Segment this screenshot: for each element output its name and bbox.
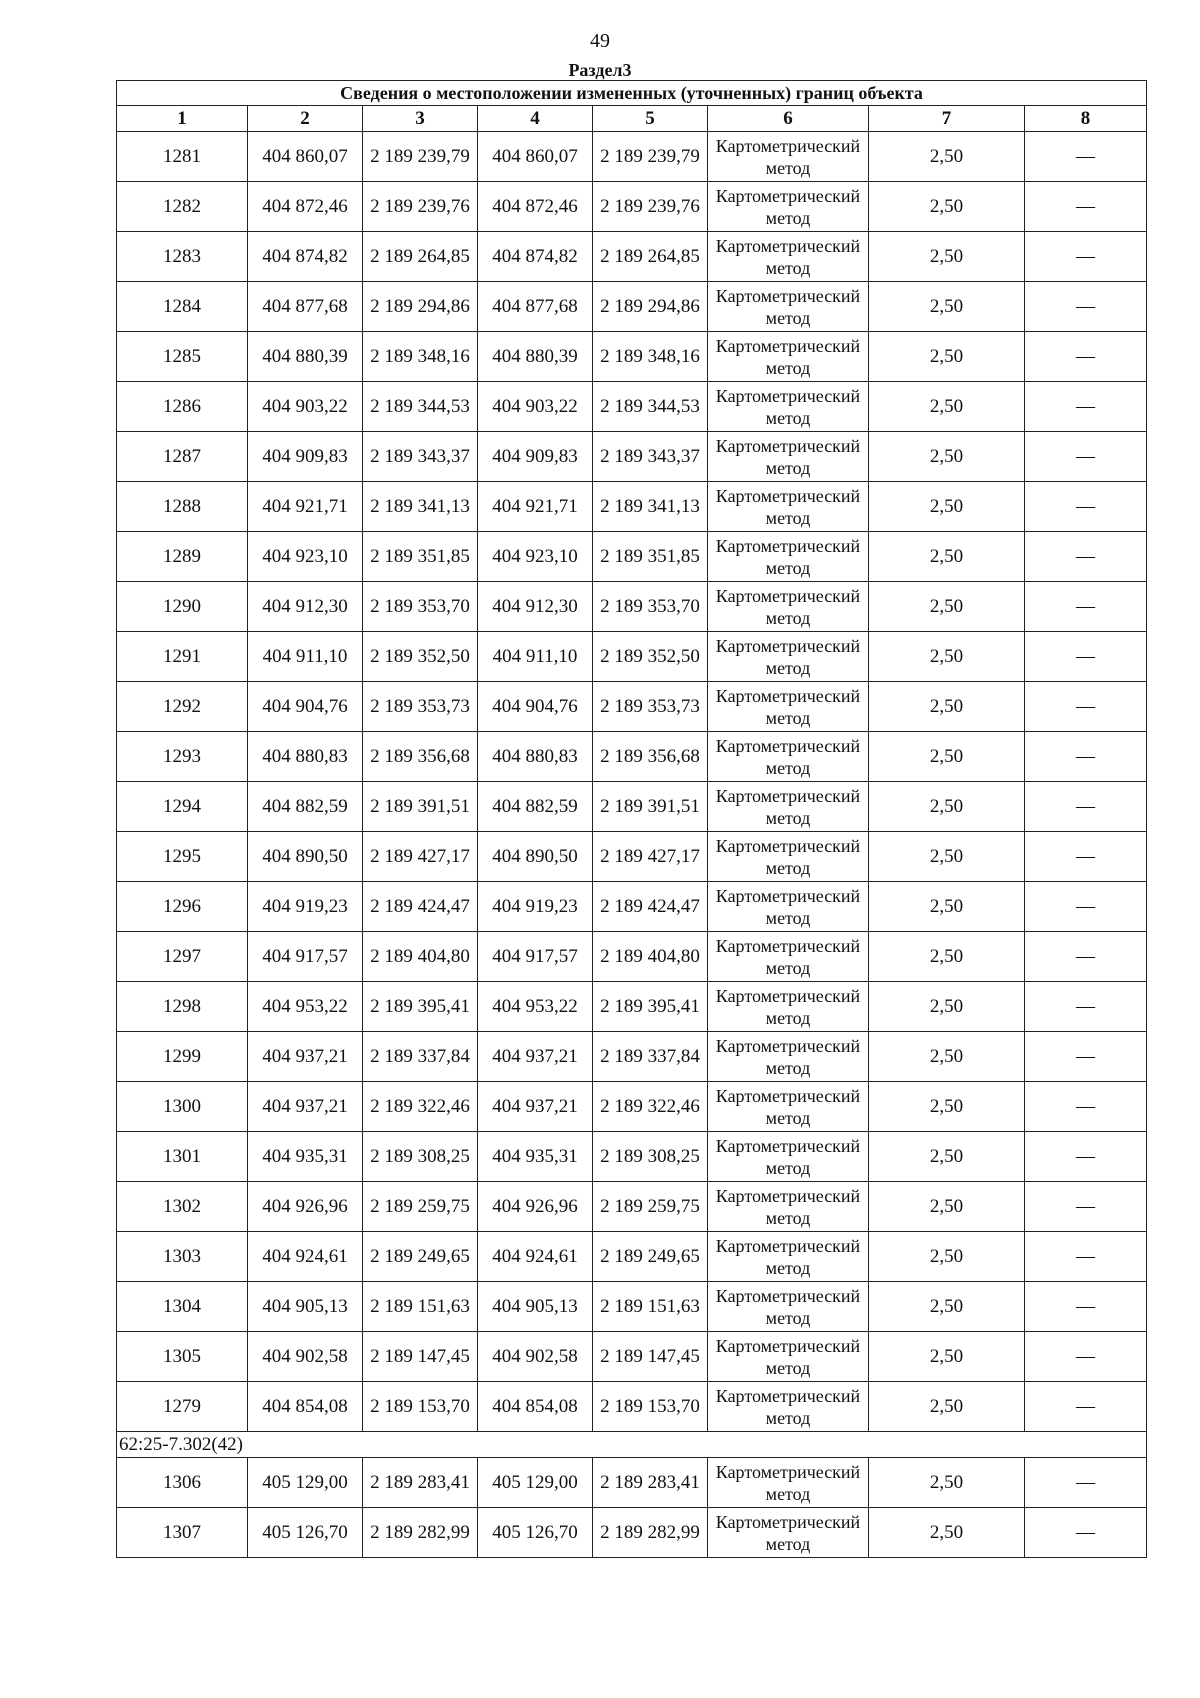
description-cell: —: [1025, 232, 1147, 282]
y-new-cell: 2 189 151,63: [593, 1282, 708, 1332]
table-row: [117, 132, 1147, 182]
point-number-cell: 1285: [117, 332, 248, 382]
x-old-cell: 404 912,30: [248, 582, 363, 632]
description-cell: —: [1025, 1382, 1147, 1432]
x-old-cell: 404 926,96: [248, 1182, 363, 1232]
description-cell: —: [1025, 832, 1147, 882]
x-new-cell: 405 126,70: [478, 1508, 593, 1558]
precision-cell: 2,50: [869, 382, 1025, 432]
method-cell: Картометрический метод: [708, 332, 869, 382]
y-old-cell: 2 189 147,45: [363, 1332, 478, 1382]
method-cell: Картометрический метод: [708, 532, 869, 582]
x-old-cell: 404 909,83: [248, 432, 363, 482]
table-row: [117, 1282, 1147, 1332]
precision-cell: 2,50: [869, 1232, 1025, 1282]
method-cell: Картометрический метод: [708, 1032, 869, 1082]
y-old-cell: 2 189 351,85: [363, 532, 478, 582]
x-new-cell: 404 921,71: [478, 482, 593, 532]
method-cell: Картометрический метод: [708, 1132, 869, 1182]
precision-cell: 2,50: [869, 1458, 1025, 1508]
x-new-cell: 404 953,22: [478, 982, 593, 1032]
point-number-cell: 1287: [117, 432, 248, 482]
table-row: [117, 1508, 1147, 1558]
table-row: [117, 882, 1147, 932]
y-new-cell: 2 189 353,70: [593, 582, 708, 632]
precision-cell: 2,50: [869, 1282, 1025, 1332]
table-row: [117, 932, 1147, 982]
x-new-cell: 404 924,61: [478, 1232, 593, 1282]
table-row: [117, 432, 1147, 482]
point-number-cell: 1300: [117, 1082, 248, 1132]
point-number-cell: 1279: [117, 1382, 248, 1432]
description-cell: —: [1025, 1332, 1147, 1382]
description-cell: —: [1025, 182, 1147, 232]
table-row: [117, 782, 1147, 832]
description-cell: —: [1025, 782, 1147, 832]
x-new-cell: 404 935,31: [478, 1132, 593, 1182]
page-number: 49: [590, 30, 610, 52]
method-cell: Картометрический метод: [708, 682, 869, 732]
table-row: [117, 1082, 1147, 1132]
y-new-cell: 2 189 344,53: [593, 382, 708, 432]
point-number-cell: 1302: [117, 1182, 248, 1232]
table-row: [117, 482, 1147, 532]
precision-cell: 2,50: [869, 1508, 1025, 1558]
point-number-cell: 1290: [117, 582, 248, 632]
x-new-cell: 404 903,22: [478, 382, 593, 432]
point-number-cell: 1289: [117, 532, 248, 582]
precision-cell: 2,50: [869, 282, 1025, 332]
method-cell: Картометрический метод: [708, 1332, 869, 1382]
method-cell: Картометрический метод: [708, 1508, 869, 1558]
y-new-cell: 2 189 337,84: [593, 1032, 708, 1082]
y-new-cell: 2 189 239,76: [593, 182, 708, 232]
y-new-cell: 2 189 294,86: [593, 282, 708, 332]
table-row: [117, 1232, 1147, 1282]
description-cell: —: [1025, 1458, 1147, 1508]
y-old-cell: 2 189 404,80: [363, 932, 478, 982]
parcel-group-row: [117, 1432, 1147, 1458]
point-number-cell: 1283: [117, 232, 248, 282]
x-old-cell: 404 874,82: [248, 232, 363, 282]
precision-cell: 2,50: [869, 1132, 1025, 1182]
x-new-cell: 404 912,30: [478, 582, 593, 632]
point-number-cell: 1296: [117, 882, 248, 932]
table-row: [117, 582, 1147, 632]
y-old-cell: 2 189 341,13: [363, 482, 478, 532]
table-row: [117, 1132, 1147, 1182]
y-new-cell: 2 189 404,80: [593, 932, 708, 982]
y-new-cell: 2 189 356,68: [593, 732, 708, 782]
y-old-cell: 2 189 264,85: [363, 232, 478, 282]
table-row: [117, 682, 1147, 732]
y-new-cell: 2 189 353,73: [593, 682, 708, 732]
x-new-cell: 404 911,10: [478, 632, 593, 682]
description-cell: —: [1025, 1508, 1147, 1558]
table-row: [117, 832, 1147, 882]
precision-cell: 2,50: [869, 432, 1025, 482]
y-new-cell: 2 189 352,50: [593, 632, 708, 682]
table-row: [117, 332, 1147, 382]
y-new-cell: 2 189 282,99: [593, 1508, 708, 1558]
x-new-cell: 404 926,96: [478, 1182, 593, 1232]
y-old-cell: 2 189 353,73: [363, 682, 478, 732]
y-old-cell: 2 189 343,37: [363, 432, 478, 482]
x-new-cell: 404 923,10: [478, 532, 593, 582]
x-new-cell: 404 854,08: [478, 1382, 593, 1432]
y-old-cell: 2 189 239,76: [363, 182, 478, 232]
y-new-cell: 2 189 391,51: [593, 782, 708, 832]
x-old-cell: 404 937,21: [248, 1032, 363, 1082]
precision-cell: 2,50: [869, 532, 1025, 582]
point-number-cell: 1291: [117, 632, 248, 682]
y-old-cell: 2 189 344,53: [363, 382, 478, 432]
y-new-cell: 2 189 259,75: [593, 1182, 708, 1232]
y-new-cell: 2 189 147,45: [593, 1332, 708, 1382]
column-header: 7: [869, 106, 1025, 132]
precision-cell: 2,50: [869, 232, 1025, 282]
precision-cell: 2,50: [869, 1082, 1025, 1132]
description-cell: —: [1025, 932, 1147, 982]
description-cell: —: [1025, 1132, 1147, 1182]
y-new-cell: 2 189 283,41: [593, 1458, 708, 1508]
x-old-cell: 404 904,76: [248, 682, 363, 732]
method-cell: Картометрический метод: [708, 1232, 869, 1282]
x-new-cell: 404 880,39: [478, 332, 593, 382]
precision-cell: 2,50: [869, 882, 1025, 932]
x-old-cell: 404 919,23: [248, 882, 363, 932]
x-old-cell: 404 860,07: [248, 132, 363, 182]
x-old-cell: 404 911,10: [248, 632, 363, 682]
point-number-cell: 1304: [117, 1282, 248, 1332]
y-new-cell: 2 189 308,25: [593, 1132, 708, 1182]
method-cell: Картометрический метод: [708, 782, 869, 832]
x-new-cell: 404 917,57: [478, 932, 593, 982]
x-old-cell: 404 937,21: [248, 1082, 363, 1132]
table-row: [117, 1458, 1147, 1508]
description-cell: —: [1025, 332, 1147, 382]
y-old-cell: 2 189 391,51: [363, 782, 478, 832]
table-row: [117, 1182, 1147, 1232]
precision-cell: 2,50: [869, 482, 1025, 532]
column-header: 6: [708, 106, 869, 132]
y-new-cell: 2 189 343,37: [593, 432, 708, 482]
point-number-cell: 1281: [117, 132, 248, 182]
x-old-cell: 404 882,59: [248, 782, 363, 832]
point-number-cell: 1295: [117, 832, 248, 882]
y-old-cell: 2 189 424,47: [363, 882, 478, 932]
point-number-cell: 1288: [117, 482, 248, 532]
description-cell: —: [1025, 682, 1147, 732]
method-cell: Картометрический метод: [708, 1382, 869, 1432]
y-old-cell: 2 189 322,46: [363, 1082, 478, 1132]
description-cell: —: [1025, 532, 1147, 582]
x-old-cell: 404 877,68: [248, 282, 363, 332]
y-new-cell: 2 189 348,16: [593, 332, 708, 382]
y-old-cell: 2 189 395,41: [363, 982, 478, 1032]
point-number-cell: 1301: [117, 1132, 248, 1182]
x-old-cell: 405 129,00: [248, 1458, 363, 1508]
point-number-cell: 1282: [117, 182, 248, 232]
method-cell: Картометрический метод: [708, 632, 869, 682]
y-new-cell: 2 189 249,65: [593, 1232, 708, 1282]
description-cell: —: [1025, 582, 1147, 632]
table-row: [117, 182, 1147, 232]
description-cell: —: [1025, 132, 1147, 182]
method-cell: Картометрический метод: [708, 882, 869, 932]
method-cell: Картометрический метод: [708, 1182, 869, 1232]
method-cell: Картометрический метод: [708, 382, 869, 432]
precision-cell: 2,50: [869, 332, 1025, 382]
description-cell: —: [1025, 282, 1147, 332]
x-old-cell: 404 880,83: [248, 732, 363, 782]
table-row: [117, 1332, 1147, 1382]
point-number-cell: 1305: [117, 1332, 248, 1382]
method-cell: Картометрический метод: [708, 1458, 869, 1508]
table-row: [117, 982, 1147, 1032]
y-new-cell: 2 189 239,79: [593, 132, 708, 182]
precision-cell: 2,50: [869, 982, 1025, 1032]
column-header: 3: [363, 106, 478, 132]
point-number-cell: 1298: [117, 982, 248, 1032]
x-old-cell: 404 923,10: [248, 532, 363, 582]
x-new-cell: 404 919,23: [478, 882, 593, 932]
precision-cell: 2,50: [869, 682, 1025, 732]
precision-cell: 2,50: [869, 1382, 1025, 1432]
section-title: Раздел3: [568, 60, 632, 80]
method-cell: Картометрический метод: [708, 582, 869, 632]
y-new-cell: 2 189 351,85: [593, 532, 708, 582]
precision-cell: 2,50: [869, 182, 1025, 232]
precision-cell: 2,50: [869, 582, 1025, 632]
y-old-cell: 2 189 353,70: [363, 582, 478, 632]
precision-cell: 2,50: [869, 132, 1025, 182]
description-cell: —: [1025, 982, 1147, 1032]
column-header: 1: [117, 106, 248, 132]
precision-cell: 2,50: [869, 732, 1025, 782]
point-number-cell: 1303: [117, 1232, 248, 1282]
y-new-cell: 2 189 153,70: [593, 1382, 708, 1432]
table-caption: Сведения о местоположении измененных (уточненных) границ объекта: [117, 81, 1147, 106]
x-old-cell: 404 917,57: [248, 932, 363, 982]
point-number-cell: 1294: [117, 782, 248, 832]
method-cell: Картометрический метод: [708, 982, 869, 1032]
method-cell: Картометрический метод: [708, 482, 869, 532]
description-cell: —: [1025, 482, 1147, 532]
description-cell: —: [1025, 382, 1147, 432]
table-row: [117, 1382, 1147, 1432]
precision-cell: 2,50: [869, 1182, 1025, 1232]
precision-cell: 2,50: [869, 832, 1025, 882]
table-row: [117, 632, 1147, 682]
point-number-cell: 1292: [117, 682, 248, 732]
x-old-cell: 404 953,22: [248, 982, 363, 1032]
method-cell: Картометрический метод: [708, 932, 869, 982]
y-old-cell: 2 189 283,41: [363, 1458, 478, 1508]
point-number-cell: 1307: [117, 1508, 248, 1558]
x-new-cell: 404 937,21: [478, 1082, 593, 1132]
method-cell: Картометрический метод: [708, 282, 869, 332]
method-cell: Картометрический метод: [708, 1082, 869, 1132]
boundary-coordinates-table: [116, 80, 1147, 1558]
x-old-cell: 404 935,31: [248, 1132, 363, 1182]
y-old-cell: 2 189 337,84: [363, 1032, 478, 1082]
method-cell: Картометрический метод: [708, 1282, 869, 1332]
x-old-cell: 404 902,58: [248, 1332, 363, 1382]
y-old-cell: 2 189 151,63: [363, 1282, 478, 1332]
description-cell: —: [1025, 1282, 1147, 1332]
x-new-cell: 404 909,83: [478, 432, 593, 482]
x-old-cell: 404 854,08: [248, 1382, 363, 1432]
description-cell: —: [1025, 632, 1147, 682]
y-old-cell: 2 189 153,70: [363, 1382, 478, 1432]
point-number-cell: 1284: [117, 282, 248, 332]
x-new-cell: 404 905,13: [478, 1282, 593, 1332]
y-old-cell: 2 189 308,25: [363, 1132, 478, 1182]
x-new-cell: 404 860,07: [478, 132, 593, 182]
point-number-cell: 1299: [117, 1032, 248, 1082]
table-row: [117, 532, 1147, 582]
column-header: 2: [248, 106, 363, 132]
precision-cell: 2,50: [869, 632, 1025, 682]
y-new-cell: 2 189 341,13: [593, 482, 708, 532]
table-row: [117, 732, 1147, 782]
precision-cell: 2,50: [869, 932, 1025, 982]
x-old-cell: 404 903,22: [248, 382, 363, 432]
table-row: [117, 1032, 1147, 1082]
table-row: [117, 282, 1147, 332]
table-row: [117, 382, 1147, 432]
x-old-cell: 404 890,50: [248, 832, 363, 882]
method-cell: Картометрический метод: [708, 432, 869, 482]
description-cell: —: [1025, 1182, 1147, 1232]
method-cell: Картометрический метод: [708, 732, 869, 782]
x-new-cell: 404 904,76: [478, 682, 593, 732]
table-body: [117, 132, 1147, 1558]
x-new-cell: 404 872,46: [478, 182, 593, 232]
y-old-cell: 2 189 239,79: [363, 132, 478, 182]
description-cell: —: [1025, 732, 1147, 782]
x-new-cell: 404 937,21: [478, 1032, 593, 1082]
y-new-cell: 2 189 395,41: [593, 982, 708, 1032]
x-old-cell: 404 921,71: [248, 482, 363, 532]
table-row: [117, 232, 1147, 282]
y-old-cell: 2 189 282,99: [363, 1508, 478, 1558]
y-new-cell: 2 189 427,17: [593, 832, 708, 882]
x-new-cell: 404 880,83: [478, 732, 593, 782]
y-old-cell: 2 189 259,75: [363, 1182, 478, 1232]
column-header: 4: [478, 106, 593, 132]
point-number-cell: 1306: [117, 1458, 248, 1508]
description-cell: —: [1025, 1032, 1147, 1082]
x-new-cell: 404 890,50: [478, 832, 593, 882]
description-cell: —: [1025, 432, 1147, 482]
y-old-cell: 2 189 427,17: [363, 832, 478, 882]
y-old-cell: 2 189 249,65: [363, 1232, 478, 1282]
description-cell: —: [1025, 1082, 1147, 1132]
description-cell: —: [1025, 1232, 1147, 1282]
precision-cell: 2,50: [869, 1332, 1025, 1382]
x-old-cell: 404 880,39: [248, 332, 363, 382]
description-cell: —: [1025, 882, 1147, 932]
x-old-cell: 404 924,61: [248, 1232, 363, 1282]
method-cell: Картометрический метод: [708, 232, 869, 282]
x-new-cell: 405 129,00: [478, 1458, 593, 1508]
y-old-cell: 2 189 352,50: [363, 632, 478, 682]
x-new-cell: 404 877,68: [478, 282, 593, 332]
y-new-cell: 2 189 322,46: [593, 1082, 708, 1132]
y-new-cell: 2 189 264,85: [593, 232, 708, 282]
x-old-cell: 405 126,70: [248, 1508, 363, 1558]
column-header: 5: [593, 106, 708, 132]
x-old-cell: 404 905,13: [248, 1282, 363, 1332]
method-cell: Картометрический метод: [708, 832, 869, 882]
x-new-cell: 404 882,59: [478, 782, 593, 832]
x-old-cell: 404 872,46: [248, 182, 363, 232]
point-number-cell: 1297: [117, 932, 248, 982]
y-old-cell: 2 189 356,68: [363, 732, 478, 782]
point-number-cell: 1286: [117, 382, 248, 432]
x-new-cell: 404 902,58: [478, 1332, 593, 1382]
point-number-cell: 1293: [117, 732, 248, 782]
method-cell: Картометрический метод: [708, 132, 869, 182]
y-old-cell: 2 189 294,86: [363, 282, 478, 332]
method-cell: Картометрический метод: [708, 182, 869, 232]
precision-cell: 2,50: [869, 782, 1025, 832]
precision-cell: 2,50: [869, 1032, 1025, 1082]
x-new-cell: 404 874,82: [478, 232, 593, 282]
parcel-number-cell: 62:25-7.302(42): [117, 1432, 1147, 1458]
y-old-cell: 2 189 348,16: [363, 332, 478, 382]
y-new-cell: 2 189 424,47: [593, 882, 708, 932]
column-header: 8: [1025, 106, 1147, 132]
